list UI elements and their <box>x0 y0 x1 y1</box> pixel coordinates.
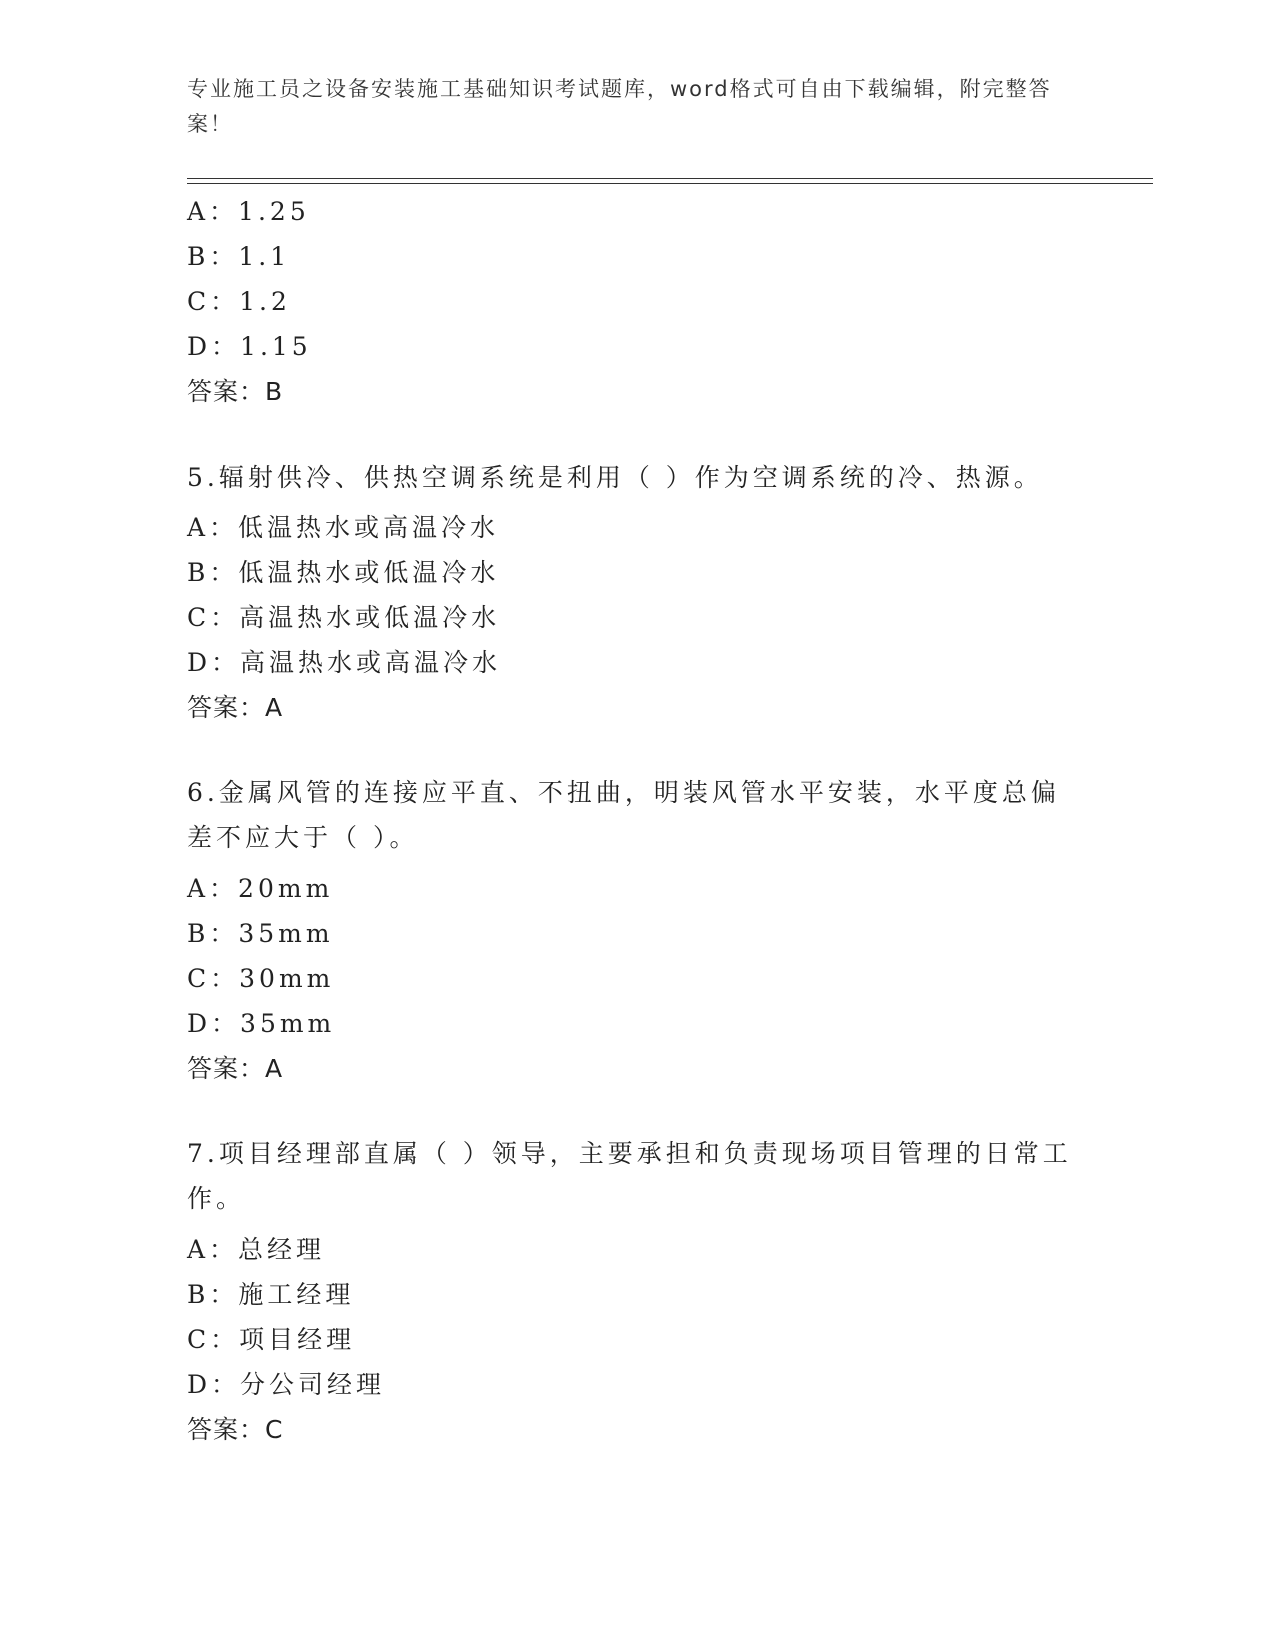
q4-option-c: C：1.2 <box>187 287 291 316</box>
q7-stem: 7.项目经理部直属（ ）领导，主要承担和负责现场项目管理的日常工作。 <box>187 1139 1072 1213</box>
q6-option-a: A：20mm <box>187 874 334 903</box>
q7-option-b: B：施工经理 <box>187 1280 355 1309</box>
document-header: 专业施工员之设备安装施工基础知识考试题库，word格式可自由下载编辑，附完整答案！ <box>187 77 1052 136</box>
q5-answer: 答案：A <box>187 693 284 722</box>
q4-option-d: D：1.15 <box>187 332 312 361</box>
q7-option-a: A：总经理 <box>187 1235 326 1264</box>
q6-option-b: B：35mm <box>187 919 334 948</box>
q6-answer: 答案：A <box>187 1054 284 1083</box>
q7-option-d: D：分公司经理 <box>187 1370 386 1399</box>
q7-answer: 答案：C <box>187 1415 284 1444</box>
q4-answer: 答案：B <box>187 377 284 406</box>
q5-stem: 5.辐射供冷、供热空调系统是利用（ ）作为空调系统的冷、热源。 <box>187 463 1043 492</box>
header-divider-bottom <box>187 183 1153 184</box>
q6-option-d: D：35mm <box>187 1009 336 1038</box>
q4-option-a: A：1.25 <box>187 197 310 226</box>
q6-stem: 6.金属风管的连接应平直、不扭曲，明装风管水平安装，水平度总偏差不应大于（ ）。 <box>187 778 1060 852</box>
q7-option-c: C：项目经理 <box>187 1325 356 1354</box>
q6-option-c: C：30mm <box>187 964 335 993</box>
q4-option-b: B：1.1 <box>187 242 291 271</box>
q5-option-a: A：低温热水或高温冷水 <box>187 513 500 542</box>
header-divider-top <box>187 178 1153 179</box>
q5-option-d: D：高温热水或高温冷水 <box>187 648 502 677</box>
q5-option-c: C：高温热水或低温冷水 <box>187 603 501 632</box>
q5-option-b: B：低温热水或低温冷水 <box>187 558 500 587</box>
